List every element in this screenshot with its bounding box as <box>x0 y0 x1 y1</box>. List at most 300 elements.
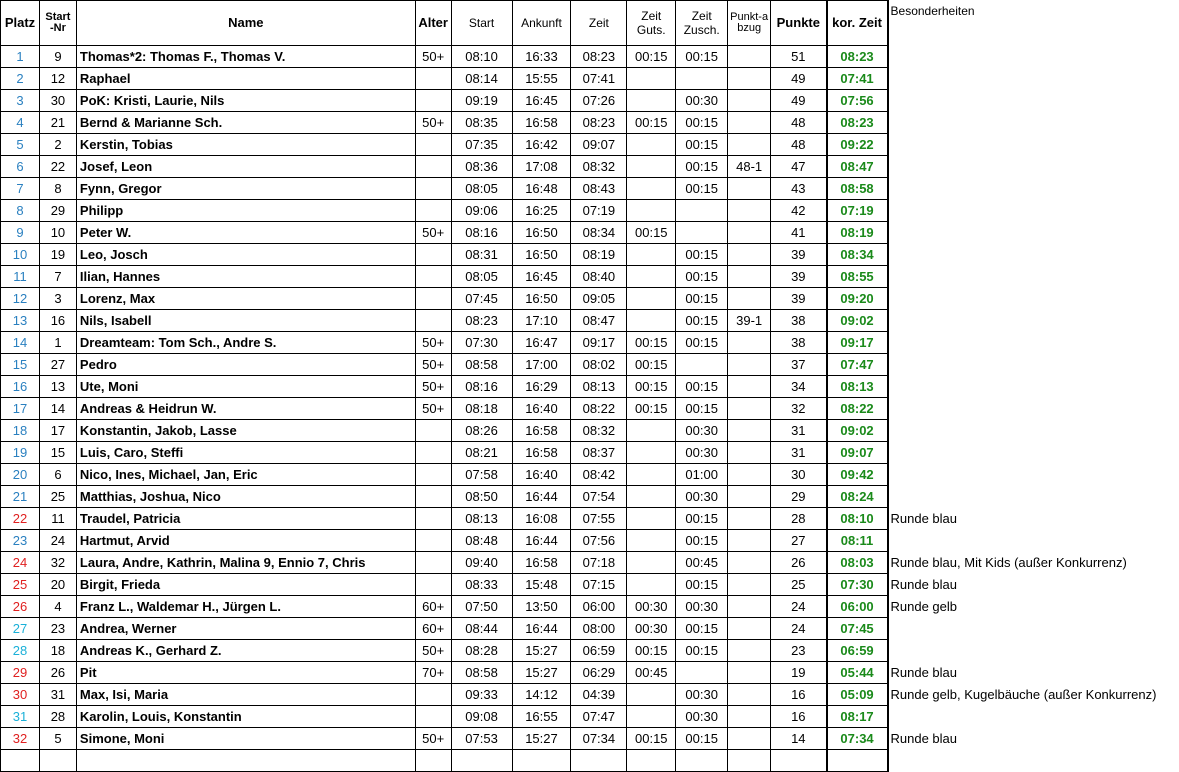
punkte-cell <box>771 750 827 772</box>
startnr-cell: 29 <box>39 200 76 222</box>
zeit-zusch-cell: 00:30 <box>676 442 728 464</box>
punktabzug-cell <box>728 574 771 596</box>
zeit-guts-cell: 00:15 <box>627 398 676 420</box>
platz-cell: 29 <box>1 662 40 684</box>
korzeit-cell: 08:23 <box>827 46 888 68</box>
zeit-guts-cell <box>627 178 676 200</box>
zeit-cell: 08:22 <box>571 398 627 420</box>
alter-cell <box>415 530 451 552</box>
punkte-cell: 49 <box>771 68 827 90</box>
besonderheiten-cell <box>888 112 1179 134</box>
table-row <box>1 552 1179 574</box>
punkte-cell: 41 <box>771 222 827 244</box>
ankunft-cell: 16:44 <box>512 618 571 640</box>
punktabzug-cell <box>728 200 771 222</box>
platz-cell: 26 <box>1 596 40 618</box>
zeit-cell: 04:39 <box>571 684 627 706</box>
zeit-cell: 08:02 <box>571 354 627 376</box>
start-cell: 09:40 <box>451 552 512 574</box>
punktabzug-cell <box>728 178 771 200</box>
zeit-cell: 07:18 <box>571 552 627 574</box>
startnr-cell: 6 <box>39 464 76 486</box>
table-row <box>1 376 1179 398</box>
besonderheiten-cell <box>888 90 1179 112</box>
zeit-guts-cell <box>627 90 676 112</box>
punkte-cell: 49 <box>771 90 827 112</box>
zeit-guts-cell: 00:15 <box>627 376 676 398</box>
platz-cell: 20 <box>1 464 40 486</box>
zeit-zusch-cell <box>676 354 728 376</box>
zeit-cell: 07:56 <box>571 530 627 552</box>
alter-cell <box>415 486 451 508</box>
start-cell: 08:05 <box>451 178 512 200</box>
zeit-guts-cell <box>627 420 676 442</box>
zeit-guts-cell: 00:30 <box>627 596 676 618</box>
korzeit-cell: 09:07 <box>827 442 888 464</box>
platz-cell: 13 <box>1 310 40 332</box>
punktabzug-cell <box>728 420 771 442</box>
startnr-cell: 32 <box>39 552 76 574</box>
punktabzug-cell <box>728 244 771 266</box>
punkte-cell: 24 <box>771 596 827 618</box>
punkte-cell: 43 <box>771 178 827 200</box>
table-row <box>1 464 1179 486</box>
alter-cell: 60+ <box>415 596 451 618</box>
alter-cell <box>415 420 451 442</box>
zeit-cell: 07:34 <box>571 728 627 750</box>
table-row <box>1 486 1179 508</box>
besonderheiten-cell: Runde blau, Mit Kids (außer Konkurrenz) <box>890 555 1127 570</box>
zeit-cell: 07:26 <box>571 90 627 112</box>
zeit-guts-cell: 00:15 <box>627 332 676 354</box>
alter-cell <box>415 310 451 332</box>
korzeit-cell: 08:23 <box>827 112 888 134</box>
punkte-cell: 48 <box>771 112 827 134</box>
platz-cell: 4 <box>1 112 40 134</box>
name-cell <box>76 750 415 772</box>
results-body <box>1 46 1179 772</box>
start-cell: 08:18 <box>451 398 512 420</box>
start-cell <box>451 750 512 772</box>
besonderheiten-cell <box>888 442 1179 464</box>
platz-cell: 1 <box>1 46 40 68</box>
korzeit-cell: 07:56 <box>827 90 888 112</box>
ankunft-cell: 16:40 <box>512 398 571 420</box>
punktabzug-cell <box>728 530 771 552</box>
besonderheiten-cell <box>888 398 1179 420</box>
punktabzug-cell <box>728 68 771 90</box>
zeit-zusch-cell: 00:30 <box>676 90 728 112</box>
zeit-cell: 08:43 <box>571 178 627 200</box>
zeit-guts-cell <box>627 552 676 574</box>
zeit-cell: 07:19 <box>571 200 627 222</box>
zeit-zusch-cell: 00:15 <box>676 376 728 398</box>
ankunft-cell: 16:45 <box>512 90 571 112</box>
header-punkte: Punkte <box>771 1 827 46</box>
name-cell: Andreas K., Gerhard Z. <box>76 640 415 662</box>
zeit-cell: 08:47 <box>571 310 627 332</box>
besonderheiten-cell <box>888 200 1179 222</box>
zeit-cell: 08:23 <box>571 46 627 68</box>
punkte-cell: 31 <box>771 442 827 464</box>
zeit-cell: 08:19 <box>571 244 627 266</box>
alter-cell <box>415 684 451 706</box>
ankunft-cell: 16:50 <box>512 222 571 244</box>
korzeit-cell: 08:55 <box>827 266 888 288</box>
punkte-cell: 30 <box>771 464 827 486</box>
korzeit-cell: 09:20 <box>827 288 888 310</box>
korzeit-cell: 07:45 <box>827 618 888 640</box>
ankunft-cell: 16:08 <box>512 508 571 530</box>
punktabzug-cell <box>728 90 771 112</box>
zeit-guts-cell: 00:15 <box>627 46 676 68</box>
start-cell: 08:44 <box>451 618 512 640</box>
name-cell: Traudel, Patricia <box>76 508 415 530</box>
korzeit-cell: 09:17 <box>827 332 888 354</box>
header-name: Name <box>76 1 415 46</box>
korzeit-cell: 09:22 <box>827 134 888 156</box>
header-ankunft: Ankunft <box>512 1 571 46</box>
besonderheiten-cell <box>888 376 1179 398</box>
korzeit-cell: 07:47 <box>827 354 888 376</box>
zeit-zusch-cell <box>676 200 728 222</box>
zeit-zusch-cell: 00:30 <box>676 486 728 508</box>
ankunft-cell: 15:27 <box>512 662 571 684</box>
ankunft-cell: 16:33 <box>512 46 571 68</box>
zeit-zusch-cell: 00:30 <box>676 420 728 442</box>
startnr-cell: 2 <box>39 134 76 156</box>
platz-cell: 10 <box>1 244 40 266</box>
zeit-cell: 08:34 <box>571 222 627 244</box>
startnr-cell: 13 <box>39 376 76 398</box>
zeit-zusch-cell: 00:15 <box>676 178 728 200</box>
table-row <box>1 222 1179 244</box>
besonderheiten-cell <box>888 156 1179 178</box>
punktabzug-cell <box>728 662 771 684</box>
startnr-cell: 3 <box>39 288 76 310</box>
zeit-zusch-cell: 00:15 <box>676 530 728 552</box>
zeit-cell: 08:40 <box>571 266 627 288</box>
zeit-zusch-cell: 00:15 <box>676 332 728 354</box>
besonderheiten-cell <box>888 332 1179 354</box>
ankunft-cell: 16:25 <box>512 200 571 222</box>
korzeit-cell: 05:09 <box>827 684 888 706</box>
table-row <box>1 90 1179 112</box>
alter-cell <box>415 156 451 178</box>
zeit-guts-cell <box>627 134 676 156</box>
platz-cell: 21 <box>1 486 40 508</box>
besonderheiten-cell <box>888 266 1179 288</box>
startnr-cell: 8 <box>39 178 76 200</box>
startnr-cell: 23 <box>39 618 76 640</box>
alter-cell: 50+ <box>415 46 451 68</box>
punktabzug-cell <box>728 266 771 288</box>
korzeit-cell: 08:13 <box>827 376 888 398</box>
header-start: Start <box>451 1 512 46</box>
korzeit-cell: 07:41 <box>827 68 888 90</box>
zeit-guts-cell <box>627 508 676 530</box>
alter-cell <box>415 178 451 200</box>
zeit-guts-cell <box>627 574 676 596</box>
name-cell: Fynn, Gregor <box>76 178 415 200</box>
zeit-cell: 07:54 <box>571 486 627 508</box>
korzeit-cell: 06:59 <box>827 640 888 662</box>
korzeit-cell: 06:00 <box>827 596 888 618</box>
header-startnr <box>39 1 76 46</box>
start-cell: 08:58 <box>451 354 512 376</box>
ankunft-cell: 17:00 <box>512 354 571 376</box>
start-cell: 08:16 <box>451 376 512 398</box>
ankunft-cell: 16:40 <box>512 464 571 486</box>
korzeit-cell: 07:34 <box>827 728 888 750</box>
platz-cell: 24 <box>1 552 40 574</box>
alter-cell: 50+ <box>415 640 451 662</box>
zeit-zusch-cell: 00:15 <box>676 266 728 288</box>
punkte-cell: 39 <box>771 266 827 288</box>
start-cell: 07:53 <box>451 728 512 750</box>
table-row <box>1 728 1179 750</box>
korzeit-cell: 08:11 <box>827 530 888 552</box>
platz-cell: 11 <box>1 266 40 288</box>
start-cell: 08:26 <box>451 420 512 442</box>
besonderheiten-cell <box>888 530 1179 552</box>
alter-cell: 50+ <box>415 112 451 134</box>
start-cell: 07:50 <box>451 596 512 618</box>
platz-cell: 19 <box>1 442 40 464</box>
punkte-cell: 37 <box>771 354 827 376</box>
ankunft-cell: 15:55 <box>512 68 571 90</box>
name-cell: Laura, Andre, Kathrin, Malina 9, Ennio 7, Chris <box>76 552 415 574</box>
platz-cell: 17 <box>1 398 40 420</box>
zeit-zusch-cell: 00:15 <box>676 398 728 420</box>
alter-cell <box>415 552 451 574</box>
zeit-zusch-cell: 00:15 <box>676 244 728 266</box>
table-row <box>1 706 1179 728</box>
startnr-cell: 26 <box>39 662 76 684</box>
name-cell: Andrea, Werner <box>76 618 415 640</box>
platz-cell: 31 <box>1 706 40 728</box>
start-cell: 07:30 <box>451 332 512 354</box>
zeit-zusch-cell: 00:15 <box>676 618 728 640</box>
platz-cell: 12 <box>1 288 40 310</box>
alter-cell <box>415 464 451 486</box>
startnr-cell: 30 <box>39 90 76 112</box>
ankunft-cell: 16:48 <box>512 178 571 200</box>
zeit-cell: 06:00 <box>571 596 627 618</box>
zeit-guts-cell <box>627 464 676 486</box>
zeit-guts-cell <box>627 442 676 464</box>
header-platz: Platz <box>1 1 40 46</box>
korzeit-cell: 08:19 <box>827 222 888 244</box>
zeit-cell: 09:17 <box>571 332 627 354</box>
table-row <box>1 398 1179 420</box>
ankunft-cell: 16:55 <box>512 706 571 728</box>
besonderheiten-cell <box>888 178 1179 200</box>
punkte-cell: 48 <box>771 134 827 156</box>
platz-cell: 22 <box>1 508 40 530</box>
zeit-cell: 09:05 <box>571 288 627 310</box>
korzeit-cell: 08:10 <box>827 508 888 530</box>
alter-cell <box>415 90 451 112</box>
zeit-zusch-cell: 01:00 <box>676 464 728 486</box>
zeit-guts-cell <box>627 310 676 332</box>
ankunft-cell: 15:48 <box>512 574 571 596</box>
zeit-cell: 08:13 <box>571 376 627 398</box>
header-startnr-label: Start-Nr <box>45 11 71 34</box>
alter-cell <box>415 68 451 90</box>
platz-cell <box>1 750 40 772</box>
header-besonderheiten: Besonderheiten <box>890 3 975 18</box>
name-cell: Lorenz, Max <box>76 288 415 310</box>
punktabzug-cell <box>728 618 771 640</box>
table-row <box>1 442 1179 464</box>
startnr-cell: 20 <box>39 574 76 596</box>
table-row <box>1 640 1179 662</box>
zeit-cell <box>571 750 627 772</box>
header-korzeit: kor. Zeit <box>827 1 888 46</box>
punktabzug-cell <box>728 706 771 728</box>
zeit-guts-cell <box>627 68 676 90</box>
startnr-cell: 16 <box>39 310 76 332</box>
punktabzug-cell <box>728 442 771 464</box>
startnr-cell: 15 <box>39 442 76 464</box>
start-cell: 08:28 <box>451 640 512 662</box>
punktabzug-cell <box>728 640 771 662</box>
startnr-cell: 14 <box>39 398 76 420</box>
platz-cell: 15 <box>1 354 40 376</box>
name-cell: Kerstin, Tobias <box>76 134 415 156</box>
alter-cell <box>415 706 451 728</box>
alter-cell <box>415 442 451 464</box>
punktabzug-cell <box>728 46 771 68</box>
punkte-cell: 26 <box>771 552 827 574</box>
punkte-cell: 38 <box>771 332 827 354</box>
punktabzug-cell <box>728 222 771 244</box>
table-row <box>1 508 1179 530</box>
zeit-cell: 08:32 <box>571 156 627 178</box>
ankunft-cell: 16:44 <box>512 530 571 552</box>
name-cell: Pit <box>76 662 415 684</box>
besonderheiten-cell: Runde blau <box>890 511 958 526</box>
start-cell: 07:58 <box>451 464 512 486</box>
zeit-zusch-cell: 00:15 <box>676 288 728 310</box>
startnr-cell: 7 <box>39 266 76 288</box>
name-cell: Simone, Moni <box>76 728 415 750</box>
zeit-guts-cell: 00:15 <box>627 728 676 750</box>
zeit-guts-cell: 00:30 <box>627 618 676 640</box>
start-cell: 08:36 <box>451 156 512 178</box>
zeit-guts-cell <box>627 266 676 288</box>
table-row <box>1 662 1179 684</box>
ankunft-cell: 16:50 <box>512 244 571 266</box>
ankunft-cell: 17:10 <box>512 310 571 332</box>
zeit-zusch-cell: 00:30 <box>676 684 728 706</box>
punktabzug-cell <box>728 134 771 156</box>
table-row <box>1 200 1179 222</box>
punktabzug-cell <box>728 398 771 420</box>
zeit-zusch-cell: 00:15 <box>676 508 728 530</box>
punktabzug-cell <box>728 750 771 772</box>
besonderheiten-cell <box>888 706 1179 728</box>
startnr-cell: 17 <box>39 420 76 442</box>
table-row <box>1 354 1179 376</box>
startnr-cell: 11 <box>39 508 76 530</box>
punkte-cell: 34 <box>771 376 827 398</box>
zeit-zusch-cell: 00:15 <box>676 46 728 68</box>
platz-cell: 32 <box>1 728 40 750</box>
punktabzug-cell <box>728 596 771 618</box>
besonderheiten-cell <box>888 68 1179 90</box>
besonderheiten-cell: Runde blau <box>890 665 958 680</box>
zeit-zusch-cell <box>676 750 728 772</box>
table-row <box>1 68 1179 90</box>
ankunft-cell: 15:27 <box>512 728 571 750</box>
zeit-cell: 07:15 <box>571 574 627 596</box>
name-cell: Nico, Ines, Michael, Jan, Eric <box>76 464 415 486</box>
platz-cell: 16 <box>1 376 40 398</box>
start-cell: 08:21 <box>451 442 512 464</box>
alter-cell <box>415 574 451 596</box>
zeit-zusch-cell: 00:15 <box>676 728 728 750</box>
name-cell: Luis, Caro, Steffi <box>76 442 415 464</box>
table-row <box>1 46 1179 68</box>
punktabzug-cell: 39-1 <box>728 310 771 332</box>
punktabzug-cell <box>728 288 771 310</box>
zeit-guts-cell: 00:15 <box>627 222 676 244</box>
besonderheiten-cell <box>888 288 1179 310</box>
besonderheiten-cell <box>888 464 1179 486</box>
table-row <box>1 156 1179 178</box>
punktabzug-cell <box>728 552 771 574</box>
start-cell: 08:48 <box>451 530 512 552</box>
punktabzug-cell: 48-1 <box>728 156 771 178</box>
ankunft-cell: 16:47 <box>512 332 571 354</box>
header-punktabzug: Punkt-abzug <box>728 1 771 46</box>
alter-cell: 50+ <box>415 332 451 354</box>
name-cell: Bernd & Marianne Sch. <box>76 112 415 134</box>
startnr-cell: 1 <box>39 332 76 354</box>
zeit-zusch-cell: 00:45 <box>676 552 728 574</box>
alter-cell: 50+ <box>415 222 451 244</box>
name-cell: Raphael <box>76 68 415 90</box>
name-cell: Thomas*2: Thomas F., Thomas V. <box>76 46 415 68</box>
header-zeit-guts: Zeit Guts. <box>627 1 676 46</box>
startnr-cell <box>39 750 76 772</box>
alter-cell: 60+ <box>415 618 451 640</box>
start-cell: 08:10 <box>451 46 512 68</box>
korzeit-cell: 08:03 <box>827 552 888 574</box>
platz-cell: 8 <box>1 200 40 222</box>
zeit-cell: 08:32 <box>571 420 627 442</box>
korzeit-cell: 07:19 <box>827 200 888 222</box>
platz-cell: 2 <box>1 68 40 90</box>
zeit-cell: 08:00 <box>571 618 627 640</box>
besonderheiten-cell: Runde gelb, Kugelbäuche (außer Konkurrenz) <box>890 687 1157 702</box>
punktabzug-cell <box>728 728 771 750</box>
ankunft-cell: 16:29 <box>512 376 571 398</box>
besonderheiten-cell <box>888 420 1179 442</box>
punkte-cell: 16 <box>771 684 827 706</box>
alter-cell <box>415 288 451 310</box>
besonderheiten-cell: Runde gelb <box>890 599 958 614</box>
ankunft-cell <box>512 750 571 772</box>
zeit-guts-cell <box>627 156 676 178</box>
startnr-cell: 28 <box>39 706 76 728</box>
header-zeit: Zeit <box>571 1 627 46</box>
punkte-cell: 23 <box>771 640 827 662</box>
korzeit-cell: 08:34 <box>827 244 888 266</box>
punkte-cell: 47 <box>771 156 827 178</box>
